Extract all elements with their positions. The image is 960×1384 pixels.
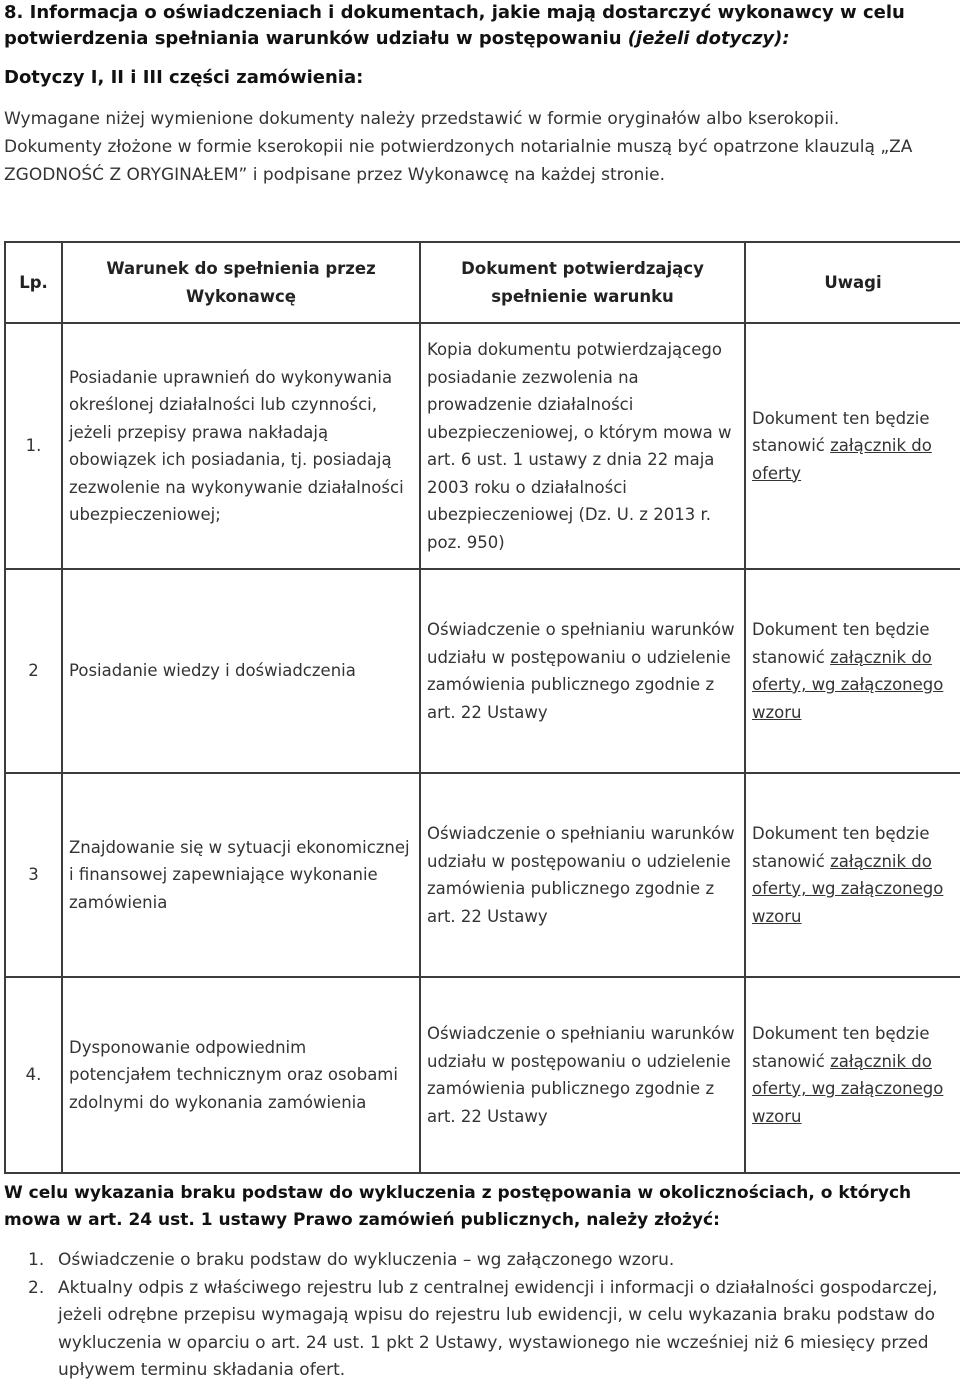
list-item (0, 1275, 955, 1384)
row-note-link: załącznik do oferty, wg załączonego wzoru (752, 1051, 944, 1126)
row-note-text: Dokument ten będzie stanowić (752, 620, 930, 667)
section-heading-suffix: (jeżeli dotyczy): (627, 28, 790, 49)
row-note-link: załącznik do oferty, wg załączonego wzoru (752, 647, 944, 722)
header-notes: Uwagi (745, 242, 960, 323)
list-item-text: Aktualny odpis z właściwego rejestru lub z centralnej ewidencji i informacji o działalności gospodarczej, jeżeli odrębne przepisu wymagają wpisu do rejestru lub ewidencji, w celu wykazania braku podstaw do wykluczenia w oparciu o art. 24 ust. 1 pkt 2 Ustawy, wystawionego nie wcześniej niż 6 miesięcy przed upływem terminu składania ofert. (58, 1277, 938, 1380)
intro-paragraph (4, 105, 954, 189)
row-document: Oświadczenie o spełnianiu warunków udziału w postępowaniu o udzielenie zamówienia publicznego zgodnie z art. 22 Ustawy (420, 977, 745, 1173)
requirements-table (4, 241, 960, 1174)
row-lp: 2 (5, 569, 62, 773)
intro-line: Dokumenty złożone w formie kserokopii nie potwierdzonych notarialnie muszą być opatrzone klauzulą „ZA ZGODNOŚĆ Z ORYGINAŁEM” i podpisane przez Wykonawcę na każdej stronie. (4, 137, 913, 185)
table-row (5, 977, 960, 1173)
row-condition: Posiadanie uprawnień do wykonywania określonej działalności lub czynności, jeżeli przepisy prawa nakładają obowiązek ich posiadania, tj. posiadają zezwolenie na wykonywanie działalności ubezpieczeniowej; (62, 323, 420, 569)
table-header-row (5, 242, 960, 323)
table-row (5, 773, 960, 977)
list-item-number: 1. (28, 1250, 45, 1270)
table-row (5, 569, 960, 773)
row-lp: 4. (5, 977, 62, 1173)
row-document: Oświadczenie o spełnianiu warunków udziału w postępowaniu o udzielenie zamówienia publicznego zgodnie z art. 22 Ustawy (420, 569, 745, 773)
row-note (745, 569, 960, 773)
row-note (745, 977, 960, 1173)
row-document: Oświadczenie o spełnianiu warunków udziału w postępowaniu o udzielenie zamówienia publicznego zgodnie z art. 22 Ustawy (420, 773, 745, 977)
row-note (745, 323, 960, 569)
row-note-text: Dokument ten będzie stanowić (752, 824, 930, 871)
row-note-text: Dokument ten będzie stanowić (752, 1024, 930, 1071)
header-document: Dokument potwierdzający spełnienie warunku (420, 242, 745, 323)
row-lp: 3 (5, 773, 62, 977)
list-item (0, 1247, 955, 1275)
exclusion-statement: W celu wykazania braku podstaw do wykluczenia z postępowania w okolicznościach, o których mowa w art. 24 ust. 1 ustawy Prawo zamówień publicznych, należy złożyć: (4, 1183, 912, 1230)
row-note (745, 773, 960, 977)
row-document: Kopia dokumentu potwierdzającego posiadanie zezwolenia na prowadzenie działalności ubezpieczeniowej, o którym mowa w art. 6 ust. 1 ustawy z dnia 22 maja 2003 roku o działalności ubezpieczeniowej (Dz. U. z 2013 r. poz. 950) (420, 323, 745, 569)
row-note-link: załącznik do oferty, wg załączonego wzoru (752, 851, 944, 926)
list-item-text: Oświadczenie o braku podstaw do wykluczenia – wg załączonego wzoru. (58, 1250, 675, 1270)
intro-line: Wymagane niżej wymienione dokumenty należy przedstawić w formie oryginałów albo kserokopii. (4, 109, 840, 129)
row-note-link: załącznik do oferty (752, 436, 932, 483)
section-subheading: Dotyczy I, II i III części zamówienia: (4, 67, 364, 88)
row-note-text: Dokument ten będzie stanowić (752, 408, 930, 456)
header-condition: Warunek do spełnienia przez Wykonawcę (62, 242, 420, 323)
row-lp: 1. (5, 323, 62, 569)
section-heading (4, 0, 954, 52)
row-condition: Dysponowanie odpowiednim potencjałem technicznym oraz osobami zdolnymi do wykonania zamówienia (62, 977, 420, 1173)
section-heading-main: 8. Informacja o oświadczeniach i dokumentach, jakie mają dostarczyć wykonawcy w celu potwierdzenia spełniania warunków udziału w postępowaniu (4, 2, 905, 49)
required-documents-list (0, 1247, 955, 1384)
list-item-number: 2. (28, 1277, 45, 1298)
header-lp: Lp. (5, 242, 62, 323)
row-condition: Posiadanie wiedzy i doświadczenia (62, 569, 420, 773)
row-condition: Znajdowanie się w sytuacji ekonomicznej i finansowej zapewniające wykonanie zamówienia (62, 773, 420, 977)
table-row (5, 323, 960, 569)
